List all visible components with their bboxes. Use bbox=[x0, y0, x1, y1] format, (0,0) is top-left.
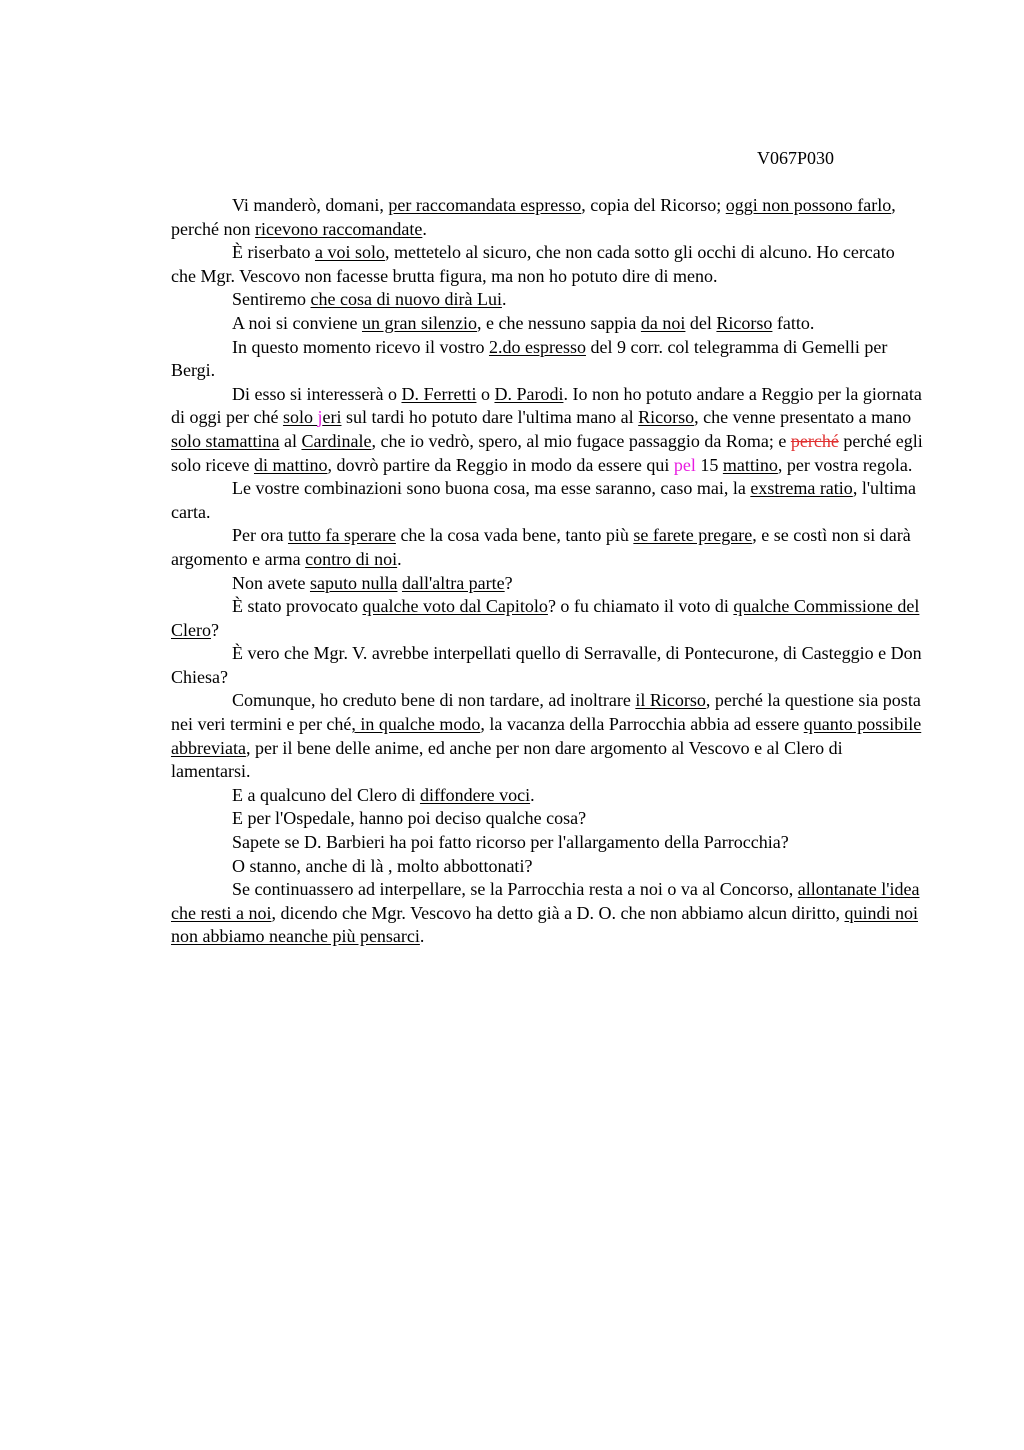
text-run: A noi si conviene bbox=[232, 312, 362, 333]
text-run: Comunque, ho creduto bene di non tardare, ad inoltrare bbox=[232, 690, 636, 711]
underlined-text: di mattino bbox=[253, 454, 328, 475]
text-run: , che venne presentato a mano bbox=[694, 407, 912, 428]
paragraph bbox=[171, 689, 923, 783]
underlined-text: Ricorso bbox=[638, 407, 695, 428]
paragraph bbox=[171, 595, 923, 642]
text-run: , l'ultima carta. bbox=[171, 478, 917, 522]
paragraph bbox=[171, 477, 923, 524]
underlined-text: D. Parodi bbox=[494, 383, 564, 404]
text-run: , perché la questione sia posta nei veri termini e per ché bbox=[171, 690, 921, 735]
underlined-text: qualche voto dal Capitolo bbox=[362, 596, 548, 617]
paragraph bbox=[171, 831, 923, 855]
text-run: , che io vedrò, spero, al mio fugace passaggio da Roma; e bbox=[371, 430, 791, 451]
underlined-text: diffondere voci bbox=[419, 784, 531, 805]
text-run: . bbox=[422, 218, 427, 239]
underlined-text: 2.do espresso bbox=[488, 336, 586, 357]
underlined-text: exstrema ratio bbox=[750, 478, 853, 499]
paragraph bbox=[171, 383, 923, 477]
text-run: È riserbato bbox=[232, 242, 315, 263]
paragraph bbox=[171, 524, 923, 571]
paragraph bbox=[171, 855, 923, 879]
paragraph bbox=[171, 784, 923, 808]
text-run: 15 bbox=[695, 454, 723, 475]
paragraph bbox=[171, 642, 923, 689]
underlined-text: solo bbox=[282, 407, 318, 428]
text-run: Sapete se D. Barbieri ha poi fatto ricorso per l'allargamento della Parrocchia? bbox=[232, 832, 789, 853]
text-run: Vi manderò, domani, bbox=[232, 195, 389, 215]
underlined-text: contro di noi bbox=[305, 548, 398, 569]
underlined-text: saputo nulla bbox=[309, 572, 398, 593]
underlined-text: da noi bbox=[640, 312, 686, 333]
underlined-text: Ricorso bbox=[716, 312, 773, 333]
text-run: , la vacanza della Parrocchia abbia ad essere bbox=[480, 714, 804, 735]
underlined-text: mattino bbox=[722, 454, 778, 475]
text-run: Non avete bbox=[232, 572, 310, 593]
underlined-text: oggi non possono farlo bbox=[725, 195, 892, 215]
text-run: Le vostre combinazioni sono buona cosa, ma esse saranno, caso mai, la bbox=[232, 478, 751, 499]
text-run: È vero che Mgr. V. avrebbe interpellati quello di Serravalle, di Pontecurone, di Casteggio e Don Chiesa? bbox=[171, 643, 922, 687]
underlined-text: che cosa di nuovo dirà Lui bbox=[310, 289, 502, 310]
text-run: . Io non ho potuto andare a Reggio per la giornata di oggi per ché bbox=[171, 383, 922, 428]
text-run: , mettetelo al sicuro, che non cada sotto gli occhi di alcuno. Ho cercato che Mgr. Vescovo non facesse brutta figura, ma non ho potuto dire di meno. bbox=[171, 242, 895, 286]
text-run: del 9 corr. col telegramma di Gemelli per Bergi. bbox=[171, 336, 888, 381]
text-run: al bbox=[279, 430, 302, 451]
paragraph bbox=[171, 572, 923, 596]
text-run: , copia del Ricorso; bbox=[581, 195, 726, 215]
letter-body bbox=[171, 194, 923, 949]
underlined-text: D. Ferretti bbox=[401, 383, 477, 404]
underlined-text: j bbox=[317, 407, 323, 428]
underlined-text: qualche Commissione del Clero bbox=[171, 596, 920, 640]
underlined-text: , in qualche modo bbox=[351, 714, 481, 735]
underlined-text: se farete pregare bbox=[633, 525, 753, 546]
underlined-text: a voi solo bbox=[314, 242, 385, 263]
text-run: o bbox=[476, 383, 495, 404]
text-run: , per vostra regola. bbox=[777, 454, 913, 475]
text-run: . bbox=[530, 784, 535, 805]
text-run: perché egli solo riceve bbox=[171, 430, 923, 475]
text-run: Per ora bbox=[232, 525, 288, 546]
underlined-text: solo stamattina bbox=[171, 430, 280, 451]
underlined-text: quanto possibile abbreviata bbox=[171, 714, 922, 758]
paragraph bbox=[171, 288, 923, 312]
text-run: È stato provocato bbox=[232, 596, 363, 617]
underlined-text: dall'altra parte bbox=[401, 572, 505, 593]
text-run: , dicendo che Mgr. Vescovo ha detto già a D. O. che non abbiamo alcun diritto, bbox=[271, 902, 845, 923]
text-run: In questo momento ricevo il vostro bbox=[232, 336, 489, 357]
underlined-text: un gran silenzio bbox=[361, 312, 477, 333]
text-run: , per il bene delle anime, ed anche per non dare argomento al Vescovo e al Clero di lamentarsi. bbox=[171, 737, 843, 782]
text-run: ? o fu chiamato il voto di bbox=[547, 596, 734, 617]
paragraph bbox=[171, 336, 923, 383]
text-run: , e che nessuno sappia bbox=[476, 312, 641, 333]
underlined-text: il Ricorso bbox=[635, 690, 706, 711]
text-run: , e se costì non si darà argomento e arma bbox=[171, 525, 911, 569]
text-run: sul tardi ho potuto dare l'ultima mano al bbox=[341, 407, 639, 428]
paragraph bbox=[171, 194, 923, 241]
paragraph bbox=[171, 241, 923, 288]
highlighted-text: pel bbox=[673, 454, 696, 475]
text-run: . bbox=[397, 548, 402, 569]
text-run: E a qualcuno del Clero di bbox=[232, 784, 420, 805]
strikethrough-text: perché bbox=[790, 430, 839, 451]
text-run: Se continuassero ad interpellare, se la Parrocchia resta a noi o va al Concorso, bbox=[232, 879, 798, 900]
document-reference: V067P030 bbox=[757, 148, 835, 168]
text-run: ? bbox=[504, 572, 513, 593]
underlined-text: quindi noi non abbiamo neanche più pensarci bbox=[171, 902, 919, 947]
underlined-text: eri bbox=[322, 407, 342, 428]
underlined-text: allontanate l'idea che resti a noi bbox=[171, 879, 920, 923]
text-run: Di esso si interesserà o bbox=[232, 383, 402, 404]
text-run: . bbox=[419, 926, 425, 947]
text-run: fatto. bbox=[772, 312, 815, 333]
underlined-text: Cardinale bbox=[301, 430, 372, 451]
text-run: del bbox=[685, 312, 717, 333]
text-run: E per l'Ospedale, hanno poi deciso qualche cosa? bbox=[232, 808, 587, 829]
text-run: che la cosa vada bene, tanto più bbox=[395, 525, 634, 546]
underlined-text: per raccomandata espresso bbox=[388, 195, 582, 215]
text-run: , dovrò partire da Reggio in modo da essere qui bbox=[327, 454, 674, 475]
paragraph bbox=[171, 878, 923, 949]
underlined-text: ricevono raccomandate bbox=[254, 218, 423, 239]
paragraph bbox=[171, 807, 923, 831]
underlined-text: tutto fa sperare bbox=[287, 525, 396, 546]
text-run: O stanno, anche di là , molto abbottonati? bbox=[232, 855, 533, 876]
text-run: , perché non bbox=[171, 195, 896, 239]
paragraph bbox=[171, 312, 923, 336]
text-run: ? bbox=[211, 619, 219, 640]
text-run: Sentiremo bbox=[232, 289, 311, 310]
text-run: . bbox=[501, 289, 507, 310]
